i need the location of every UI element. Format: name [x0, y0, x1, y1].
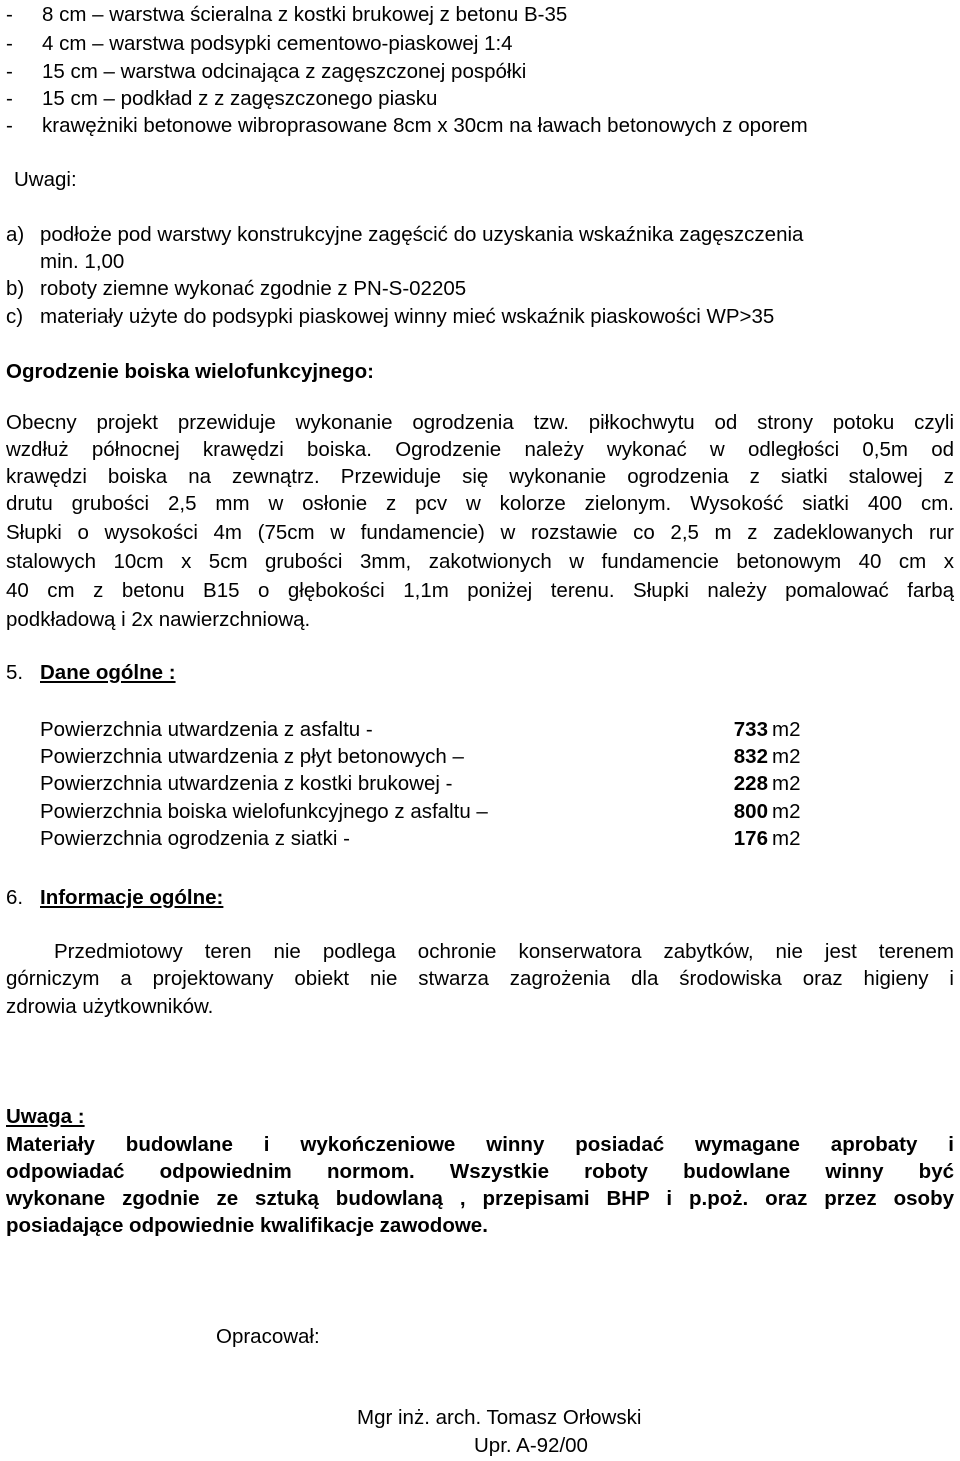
section-heading-informacje: Informacje ogólne: [40, 886, 224, 909]
area-unit: m2 [772, 718, 801, 741]
area-name: Powierzchnia ogrodzenia z siatki - [40, 827, 350, 850]
table-row [40, 770, 800, 798]
area-name: Powierzchnia utwardzenia z asfaltu - [40, 718, 373, 741]
list-item-text: 8 cm – warstwa ścieralna z kostki brukowej z betonu B-35 [42, 3, 568, 26]
area-value: 176 [733, 827, 768, 850]
paragraph-line: wzdłuż północnej krawędzi boiska. Ogrodzenie należy wykonać w odległości 0,5m od [6, 438, 954, 461]
area-name: Powierzchnia boiska wielofunkcyjnego z asfaltu – [40, 800, 488, 823]
list-item-text: 15 cm – podkład z z zagęszczonego piasku [42, 87, 438, 110]
paragraph-line: zdrowia użytkowników. [6, 995, 214, 1018]
list-dash: - [6, 3, 13, 26]
area-unit: m2 [772, 827, 801, 850]
table-row [40, 716, 800, 744]
area-name: Powierzchnia utwardzenia z kostki brukowej - [40, 772, 453, 795]
signature-label: Opracował: [216, 1325, 320, 1348]
area-name: Powierzchnia utwardzenia z płyt betonowych – [40, 745, 464, 768]
table-row [40, 743, 800, 771]
paragraph-line: podkładową i 2x nawierzchniową. [6, 608, 311, 631]
table-row [40, 798, 800, 826]
paragraph-line: drutu grubości 2,5 mm w osłonie z pcv w kolorze zielonym. Wysokość siatki 400 cm. [6, 492, 954, 515]
list-item-text: krawężniki betonowe wibroprasowane 8cm x 30cm na ławach betonowych z oporem [42, 114, 808, 137]
paragraph-line: wykonane zgodnie ze sztuką budowlaną , przepisami BHP i p.poż. oraz przez osoby [6, 1187, 954, 1210]
list-item-text: 4 cm – warstwa podsypki cementowo-piaskowej 1:4 [42, 32, 513, 55]
area-value: 832 [733, 745, 768, 768]
section-number: 6. [6, 886, 24, 909]
section-number: 5. [6, 661, 24, 684]
list-item-text: podłoże pod warstwy konstrukcyjne zagęścić do uzyskania wskaźnika zagęszczenia [40, 223, 804, 246]
paragraph-line: Słupki o wysokości 4m (75cm w fundamencie) w rozstawie co 2,5 m z zadeklowanych rur [6, 521, 954, 544]
list-dash: - [6, 87, 13, 110]
area-value: 733 [733, 718, 768, 741]
section-heading-uwaga: Uwaga : [6, 1105, 85, 1128]
area-value: 800 [733, 800, 768, 823]
list-label: b) [6, 277, 25, 300]
list-item [6, 275, 956, 303]
paragraph-line: Obecny projekt przewiduje wykonanie ogrodzenia tzw. piłkochwytu od strony potoku czyli [6, 411, 954, 434]
section-heading-dane: Dane ogólne : [40, 661, 176, 684]
paragraph-line: górniczym a projektowany obiekt nie stwarza zagrożenia dla środowiska oraz higieny i [6, 967, 954, 990]
list-item-text: materiały użyte do podsypki piaskowej winny mieć wskaźnik piaskowości WP>35 [40, 305, 775, 328]
area-unit: m2 [772, 745, 801, 768]
paragraph-line: Przedmiotowy teren nie podlega ochronie konserwatora zabytków, nie jest terenem [54, 940, 954, 963]
uwagi-heading: Uwagi: [14, 168, 77, 191]
paragraph-line: stalowych 10cm x 5cm grubości 3mm, zakotwionych w fundamencie betonowym 40 cm x [6, 550, 954, 573]
list-label: a) [6, 223, 25, 246]
signature-name: Mgr inż. arch. Tomasz Orłowski [357, 1406, 642, 1429]
paragraph-line: Materiały budowlane i wykończeniowe winny posiadać wymagane aprobaty i [6, 1133, 954, 1156]
area-value: 228 [733, 772, 768, 795]
section-heading-ogrodzenie: Ogrodzenie boiska wielofunkcyjnego: [6, 360, 374, 383]
area-unit: m2 [772, 800, 801, 823]
list-item-text: 15 cm – warstwa odcinająca z zagęszczonej pospółki [42, 60, 527, 83]
list-item [6, 221, 956, 277]
paragraph-line: posiadające odpowiednie kwalifikacje zawodowe. [6, 1214, 488, 1237]
paragraph-line: 40 cm z betonu B15 o głębokości 1,1m poniżej terenu. Słupki należy pomalować farbą [6, 579, 954, 602]
list-dash: - [6, 32, 13, 55]
list-item [6, 303, 956, 331]
paragraph-line: krawędzi boiska na zewnątrz. Przewiduje się wykonanie ogrodzenia z siatki stalowej z [6, 465, 954, 488]
list-item-text: roboty ziemne wykonać zgodnie z PN-S-02205 [40, 277, 467, 300]
list-item-text-continued: min. 1,00 [40, 250, 125, 273]
paragraph-line: odpowiadać odpowiednim normom. Wszystkie roboty budowlane winny być [6, 1160, 954, 1183]
list-dash: - [6, 114, 13, 137]
area-unit: m2 [772, 772, 801, 795]
list-dash: - [6, 60, 13, 83]
signature-license: Upr. A-92/00 [474, 1434, 588, 1457]
table-row [40, 825, 800, 853]
list-label: c) [6, 305, 24, 328]
